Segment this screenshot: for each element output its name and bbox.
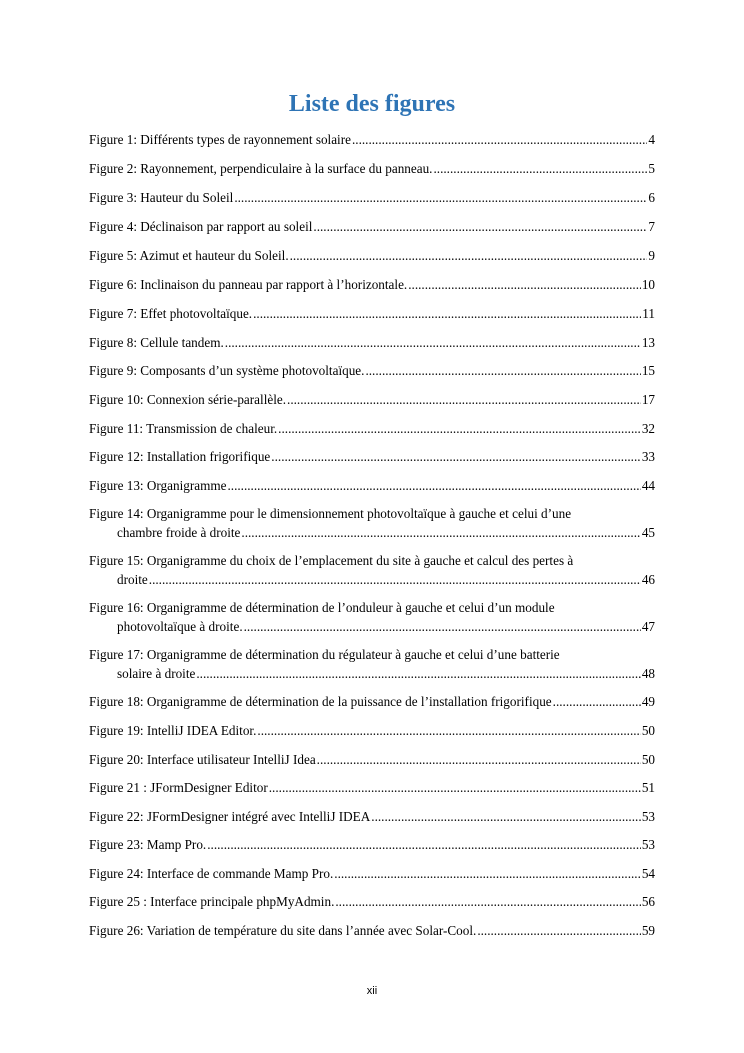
- entry-label: Figure 22: JFormDesigner intégré avec IntelliJ IDEA: [89, 809, 371, 824]
- dot-leader: [352, 130, 647, 149]
- list-item[interactable]: [89, 476, 655, 495]
- entry-label: Figure 7: Effet photovoltaïque.: [89, 306, 253, 321]
- list-item[interactable]: [89, 159, 655, 178]
- entry-label: droite: [117, 572, 148, 587]
- entry-page-number: 5: [648, 161, 655, 176]
- entry-label-line1: Figure 16: Organigramme de détermination de l’onduleur à gauche et celui d’un module: [89, 600, 555, 615]
- entry-page-number: 49: [641, 694, 655, 709]
- dot-leader: [271, 447, 641, 466]
- entry-page-number: 46: [641, 572, 655, 587]
- entry-label-line1: Figure 15: Organigramme du choix de l’emplacement du site à gauche et calcul des pertes à: [89, 553, 574, 568]
- dot-leader: [241, 523, 640, 542]
- entry-label: Figure 1: Différents types de rayonnement solaire: [89, 132, 351, 147]
- dot-leader: [408, 275, 641, 294]
- entry-page-number: 45: [641, 525, 655, 540]
- entry-label: Figure 13: Organigramme: [89, 478, 227, 493]
- list-item[interactable]: [89, 447, 655, 466]
- dot-leader: [225, 333, 641, 352]
- dot-leader: [196, 664, 640, 683]
- page-number-footer: xii: [366, 985, 378, 997]
- list-item[interactable]: [89, 864, 655, 883]
- dot-leader: [335, 892, 640, 911]
- list-item[interactable]: [89, 721, 655, 740]
- entry-page-number: 9: [648, 248, 655, 263]
- list-item[interactable]: [89, 361, 655, 380]
- list-item[interactable]: [89, 692, 655, 711]
- list-item[interactable]: [89, 835, 655, 854]
- entry-label: Figure 10: Connexion série-parallèle.: [89, 392, 287, 407]
- list-item[interactable]: [89, 645, 655, 683]
- dot-leader: [287, 390, 641, 409]
- dot-leader: [477, 921, 641, 940]
- entry-label: Figure 24: Interface de commande Mamp Pro.: [89, 866, 334, 881]
- page-title: Liste des figures: [288, 91, 456, 117]
- entry-label: Figure 25 : Interface principale phpMyAdmin.: [89, 894, 335, 909]
- entry-label-line1: Figure 14: Organigramme pour le dimensionnement photovoltaïque à gauche et celui d’une: [89, 506, 572, 521]
- list-item[interactable]: [89, 390, 655, 409]
- dot-leader: [207, 835, 641, 854]
- dot-leader: [234, 188, 647, 207]
- dot-leader: [433, 159, 647, 178]
- dot-leader: [253, 304, 641, 323]
- entry-label: photovoltaïque à droite.: [117, 619, 243, 634]
- dot-leader: [269, 778, 641, 797]
- list-item[interactable]: [89, 892, 655, 911]
- entry-page-number: 54: [641, 866, 655, 881]
- list-item[interactable]: [89, 598, 655, 636]
- list-item[interactable]: [89, 275, 655, 294]
- entry-page-number: 13: [641, 335, 655, 350]
- entry-page-number: 7: [648, 219, 655, 234]
- dot-leader: [365, 361, 640, 380]
- entry-label: Figure 20: Interface utilisateur IntelliJ Idea: [89, 752, 316, 767]
- entry-page-number: 17: [641, 392, 655, 407]
- dot-leader: [257, 721, 640, 740]
- dot-leader: [227, 476, 640, 495]
- list-item[interactable]: [89, 551, 655, 589]
- list-item[interactable]: [89, 217, 655, 236]
- entry-page-number: 59: [641, 923, 655, 938]
- list-item[interactable]: [89, 333, 655, 352]
- dot-leader: [371, 807, 641, 826]
- list-item[interactable]: [89, 130, 655, 149]
- entry-page-number: 6: [648, 190, 655, 205]
- entry-label: solaire à droite: [117, 666, 196, 681]
- entry-page-number: 53: [641, 809, 655, 824]
- list-item[interactable]: [89, 188, 655, 207]
- dot-leader: [290, 246, 648, 265]
- entry-label-line1: Figure 17: Organigramme de détermination du régulateur à gauche et celui d’une batterie: [89, 647, 560, 662]
- entry-page-number: 11: [642, 306, 655, 321]
- dot-leader: [244, 617, 641, 636]
- dot-leader: [149, 570, 641, 589]
- entry-page-number: 44: [641, 478, 655, 493]
- entry-label: Figure 2: Rayonnement, perpendiculaire à la surface du panneau.: [89, 161, 433, 176]
- entry-page-number: 51: [641, 780, 655, 795]
- entry-label: Figure 8: Cellule tandem.: [89, 335, 224, 350]
- entry-label: Figure 4: Déclinaison par rapport au soleil: [89, 219, 313, 234]
- dot-leader: [278, 419, 641, 438]
- entry-page-number: 10: [641, 277, 655, 292]
- entry-label: Figure 19: IntelliJ IDEA Editor.: [89, 723, 257, 738]
- list-item[interactable]: [89, 807, 655, 826]
- entry-label: Figure 6: Inclinaison du panneau par rapport à l’horizontale.: [89, 277, 408, 292]
- list-item[interactable]: [89, 304, 655, 323]
- entry-page-number: 50: [641, 723, 655, 738]
- list-item[interactable]: [89, 504, 655, 542]
- entry-page-number: 53: [641, 837, 655, 852]
- entry-page-number: 4: [648, 132, 655, 147]
- list-item[interactable]: [89, 419, 655, 438]
- entry-label: chambre froide à droite: [117, 525, 241, 540]
- entry-label: Figure 23: Mamp Pro.: [89, 837, 207, 852]
- list-item[interactable]: [89, 750, 655, 769]
- list-item[interactable]: [89, 778, 655, 797]
- entry-label: Figure 11: Transmission de chaleur.: [89, 421, 278, 436]
- entry-page-number: 33: [641, 449, 655, 464]
- entry-page-number: 56: [641, 894, 655, 909]
- dot-leader: [313, 217, 647, 236]
- entry-label: Figure 26: Variation de température du site dans l’année avec Solar-Cool.: [89, 923, 477, 938]
- dot-leader: [334, 864, 641, 883]
- entry-label: Figure 3: Hauteur du Soleil: [89, 190, 234, 205]
- list-item[interactable]: [89, 921, 655, 940]
- entry-label: Figure 9: Composants d’un système photovoltaïque.: [89, 363, 365, 378]
- entry-label: Figure 21 : JFormDesigner Editor: [89, 780, 268, 795]
- entry-page-number: 32: [641, 421, 655, 436]
- entry-label: Figure 5: Azimut et hauteur du Soleil.: [89, 248, 289, 263]
- list-item[interactable]: [89, 246, 655, 265]
- entry-page-number: 47: [641, 619, 655, 634]
- entry-page-number: 15: [641, 363, 655, 378]
- entry-page-number: 50: [641, 752, 655, 767]
- entry-label: Figure 18: Organigramme de détermination de la puissance de l’installation frigorifique: [89, 694, 552, 709]
- entry-label: Figure 12: Installation frigorifique: [89, 449, 271, 464]
- entry-page-number: 48: [641, 666, 655, 681]
- dot-leader: [317, 750, 641, 769]
- dot-leader: [553, 692, 641, 711]
